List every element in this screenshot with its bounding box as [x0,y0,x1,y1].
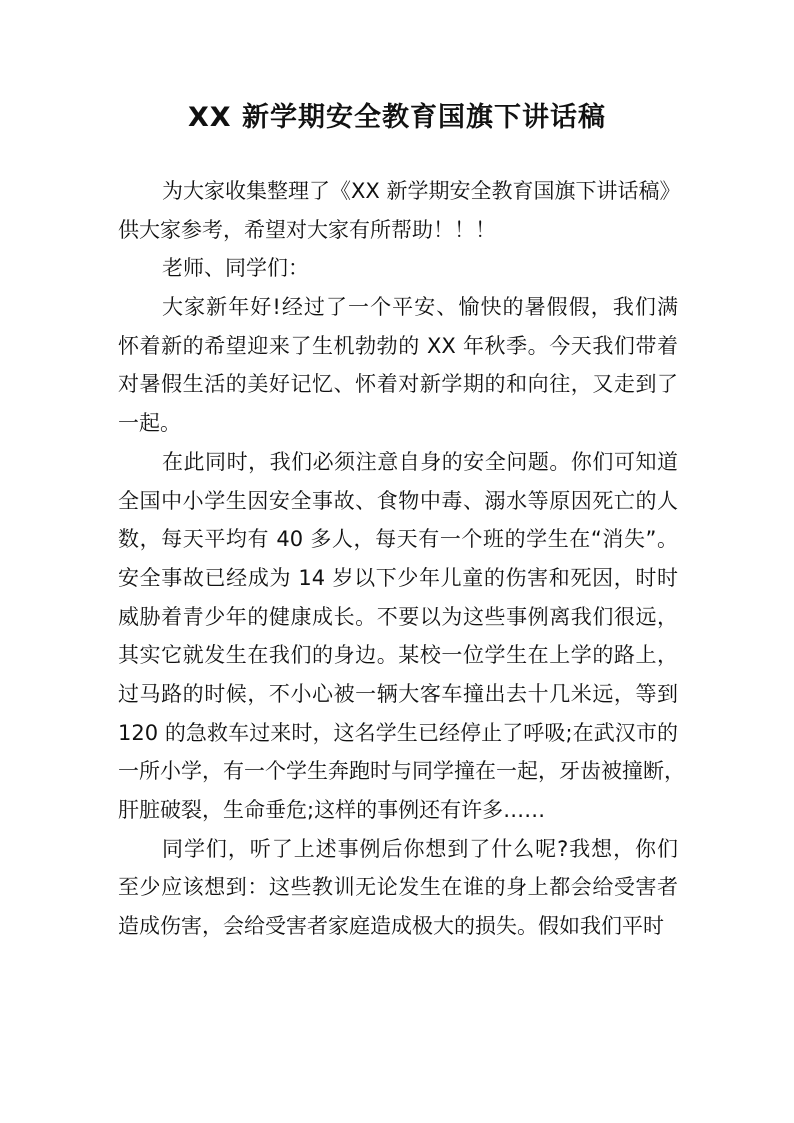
text-line: 过马路的时候，不小心被一辆大客车撞出去十几米远，等到 [118,681,678,706]
document-body [118,172,685,946]
text-line: 对暑假生活的美好记忆、怀着对新学期的和向往，又走到了 [118,372,678,397]
paragraph [118,249,678,288]
text-line: 造成伤害，会给受害者家庭造成极大的损失。假如我们平时 [118,914,664,939]
text-line: 至少应该想到：这些教训无论发生在谁的身上都会给受害者 [118,875,678,900]
text-line: 安全事故已经成为 14 岁以下少年儿童的伤害和死因，时时 [118,565,678,590]
text-line: 怀着新的希望迎来了生机勃勃的 XX 年秋季。今天我们带着 [118,333,678,358]
paragraph [118,172,681,249]
text-line: 老师、同学们： [162,256,309,281]
text-line: 一起。 [118,411,181,436]
text-line: 数，每天平均有 40 多人，每天有一个班的学生在“消失”。 [118,527,678,552]
text-line: 肝脏破裂，生命垂危;这样的事例还有许多…… [118,798,546,822]
text-line: 同学们，听了上述事例后你想到了什么呢?我想，你们 [162,836,678,861]
document-title: XX 新学期安全教育国旗下讲话稿 [187,102,607,133]
text-line: 在此同时，我们必须注意自身的安全问题。你们可知道 [162,449,678,474]
paragraph [118,830,678,946]
paragraph [118,443,685,830]
text-line: 全国中小学生因安全事故、食物中毒、溺水等原因死亡的人 [118,488,678,513]
text-line: 120 的急救车过来时，这名学生已经停止了呼吸;在武汉市的 [118,720,678,745]
text-line: 一所小学，有一个学生奔跑时与同学撞在一起，牙齿被撞断， [118,759,685,784]
text-line: 威胁着青少年的健康成长。不要以为这些事例离我们很远， [118,604,678,629]
text-line: 其实它就发生在我们的身边。某校一位学生在上学的路上， [118,643,678,668]
text-line: 大家新年好!经过了一个平安、愉快的暑假假，我们满 [162,295,678,320]
paragraph [118,288,678,443]
text-line: 为大家收集整理了《XX 新学期安全教育国旗下讲话稿》 [162,179,681,203]
text-line: 供大家参考，希望对大家有所帮助！！！ [118,217,496,242]
